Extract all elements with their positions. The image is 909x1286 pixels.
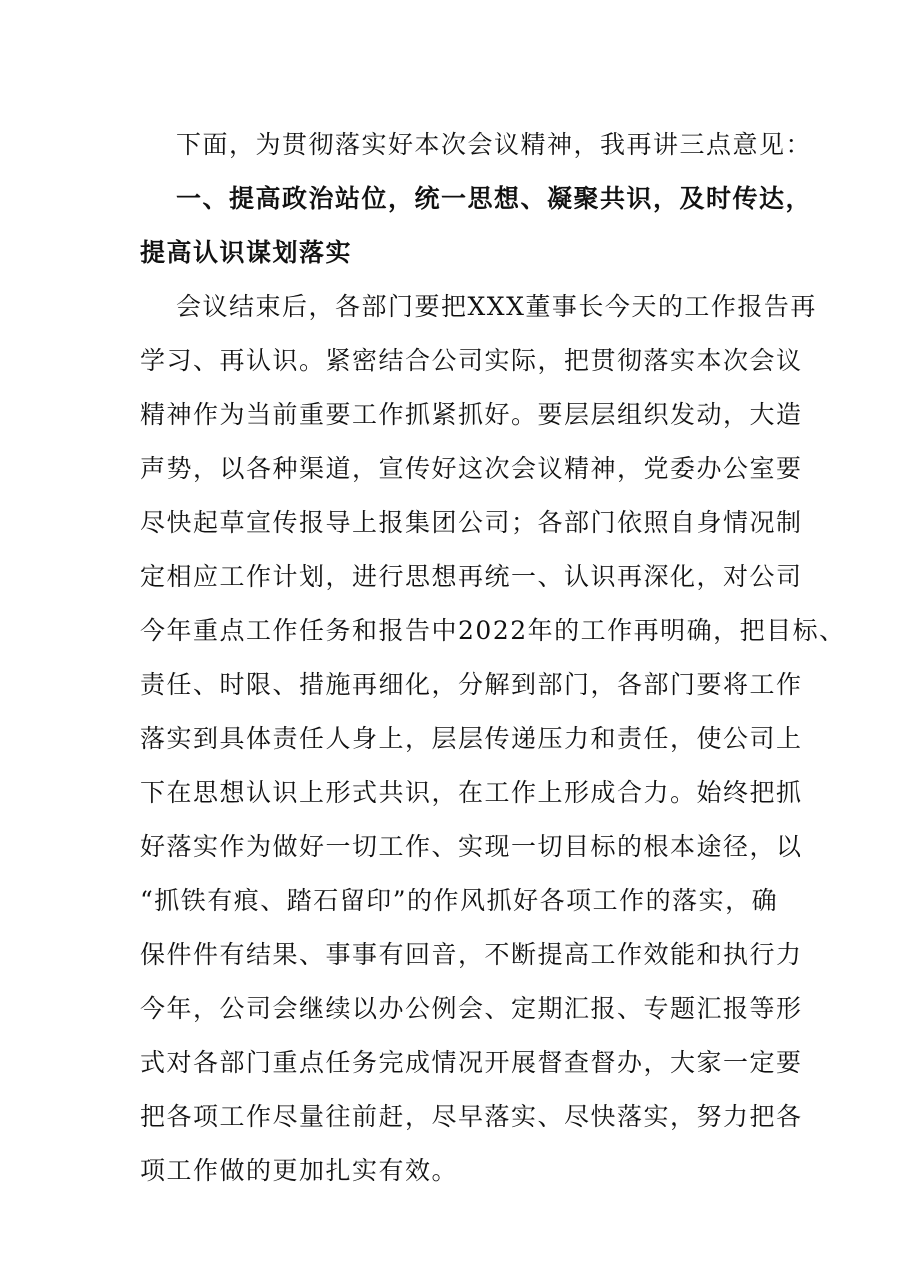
paragraph-line: 下在思想认识上形式共识，在工作上形成合力。始终把抓 <box>140 778 803 807</box>
paragraph-line: 精神作为当前重要工作抓紧抓好。要层层组织发动，大造 <box>140 400 803 429</box>
paragraph-line: “抓铁有痕、踏石留印”的作风抓好各项工作的落实，确 <box>140 886 779 915</box>
paragraph-line: 会议结束后，各部门要把XXX董事长今天的工作报告再 <box>176 292 817 321</box>
paragraph-line: 好落实作为做好一切工作、实现一切目标的根本途径，以 <box>140 832 803 861</box>
paragraph-line: 落实到具体责任人身上，层层传递压力和责任，使公司上 <box>140 724 803 753</box>
paragraph-line: 式对各部门重点任务完成情况开展督查督办，大家一定要 <box>140 1048 803 1077</box>
paragraph-line: 学习、再认识。紧密结合公司实际，把贯彻落实本次会议 <box>140 346 803 375</box>
document-body <box>140 118 846 1198</box>
paragraph-line: 定相应工作计划，进行思想再统一、认识再深化，对公司 <box>140 562 803 591</box>
paragraph-line: 责任、时限、措施再细化，分解到部门，各部门要将工作 <box>140 670 803 699</box>
section-heading-line-2: 提高认识谋划落实 <box>140 238 353 267</box>
paragraph-line: 今年，公司会继续以办公例会、定期汇报、专题汇报等形 <box>140 994 803 1023</box>
paragraph-line: 今年重点工作任务和报告中2022年的工作再明确，把目标、 <box>140 616 846 645</box>
paragraph-line: 项工作做的更加扎实有效。 <box>140 1156 459 1185</box>
paragraph-line: 声势，以各种渠道，宣传好这次会议精神，党委办公室要 <box>140 454 803 483</box>
section-heading-line-1: 一、提高政治站位，统一思想、凝聚共识，及时传达， <box>176 184 813 213</box>
paragraph-line: 尽快起草宣传报导上报集团公司；各部门依照自身情况制 <box>140 508 803 537</box>
intro-line: 下面，为贯彻落实好本次会议精神，我再讲三点意见： <box>176 130 813 159</box>
paragraph-line: 把各项工作尽量往前赶，尽早落实、尽快落实，努力把各 <box>140 1102 803 1131</box>
paragraph-line: 保件件有结果、事事有回音，不断提高工作效能和执行力 <box>140 940 803 969</box>
